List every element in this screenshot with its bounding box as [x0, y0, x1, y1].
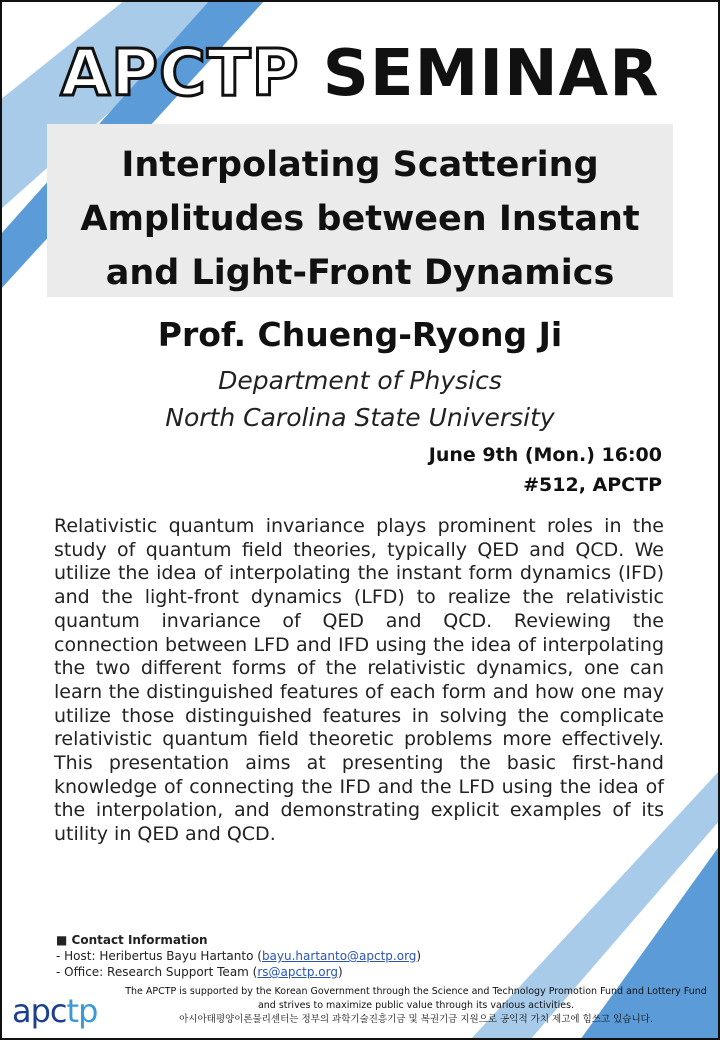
office-label: - Office: Research Support Team ( — [56, 965, 258, 979]
support-line: 아시아태평양이론물리센터는 정부의 과학기술진흥기금 및 복권기금 지원으로 공익적 가치 제고에 힘쓰고 있습니다. — [179, 1014, 653, 1025]
host-label: - Host: Heribertus Bayu Hartanto ( — [56, 949, 262, 963]
title-line: Amplitudes between Instant — [80, 199, 640, 239]
host-suffix: ) — [416, 949, 422, 963]
talk-title — [47, 138, 673, 300]
title-line: and Light-Front Dynamics — [105, 253, 615, 293]
office-email-link[interactable]: rs@apctp.org — [257, 965, 338, 979]
schedule — [429, 440, 662, 500]
funding-statement — [116, 985, 716, 1027]
logo-part-apc: apc — [12, 992, 67, 1030]
office-suffix: ) — [337, 965, 343, 979]
contact-heading: ■ Contact Information — [56, 933, 208, 947]
abstract: Relativistic quantum invariance plays prominent roles in the study of quantum field theories, typically QED and QCD. We utilize the idea of interpolating the instant form dynamics (IFD) and the light-front dynamics (LFD) to realize the relativistic quantum invariance of QED and QCD. Reviewing the connection between LFD and IFD using the idea of interpolating the two different forms of the relativistic dynamics, one can learn the distinguished features of each form and how one may utilize those distinguished features in solving the complicate relativistic quantum field theoretic problems more effectively. This presentation aims at presenting the basic first-hand knowledge of connecting the IFD and the LFD using the idea of the interpolation, and demonstrating explicit examples of its utility in QED and QCD. — [54, 515, 664, 846]
seminar-datetime: June 9th (Mon.) 16:00 — [428, 444, 662, 466]
title-line: Interpolating Scattering — [121, 145, 599, 185]
seminar-header — [0, 36, 720, 112]
apctp-logo — [12, 991, 97, 1031]
host-email-link[interactable]: bayu.hartanto@apctp.org — [261, 949, 417, 963]
logo-part-tp: tp — [66, 992, 98, 1030]
speaker-name: Prof. Chueng-Ryong Ji — [157, 315, 563, 354]
department: Department of Physics — [218, 366, 502, 395]
contact-host — [56, 948, 536, 964]
support-line: The APCTP is supported by the Korean Government through the Science and Technology Promotion Fund and Lottery Fund — [125, 986, 707, 997]
university: North Carolina State University — [165, 403, 555, 432]
contact-office — [56, 964, 536, 980]
contact-info — [56, 932, 536, 980]
support-line: and strives to maximize public value through its various activities. — [257, 1000, 575, 1011]
header-apctp: APCTP — [60, 37, 300, 111]
seminar-location: #512, APCTP — [523, 474, 662, 496]
header-seminar: SEMINAR — [322, 37, 660, 111]
speaker-affiliation — [0, 362, 720, 436]
